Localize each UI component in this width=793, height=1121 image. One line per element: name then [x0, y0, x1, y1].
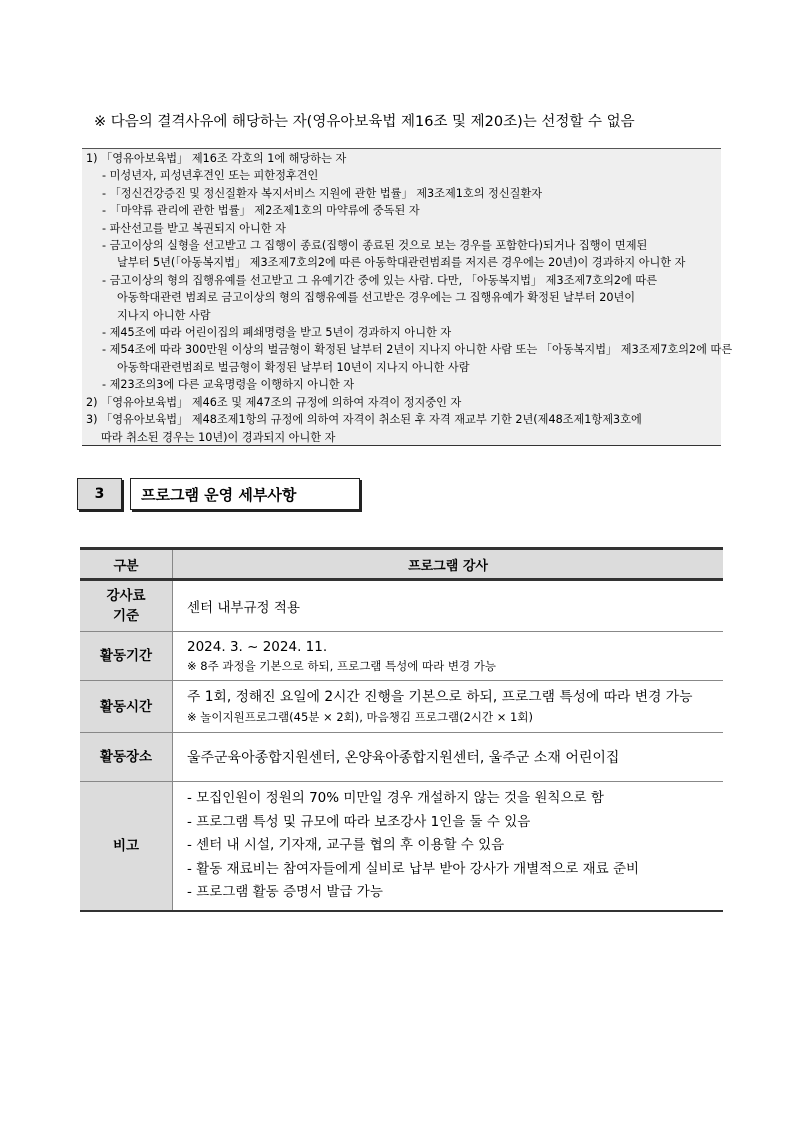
disqualification-line: - 금고이상의 형의 집행유예를 선고받고 그 유예기간 중에 있는 사람. 다만, 「아동복지법」 제3조제7호의2에 따른 — [102, 273, 658, 287]
table-row-remarks — [80, 782, 723, 912]
table-row-period — [80, 632, 723, 681]
disqualification-line: 지나지 아니한 사람 — [117, 308, 211, 322]
disqualification-line: 아동학대관련범죄로 벌금형이 확정된 날부터 10년이 지나지 아니한 사람 — [117, 360, 470, 374]
disqualification-line: - 미성년자, 피성년후견인 또는 피한정후견인 — [102, 169, 319, 183]
disqualification-notice: ※ 다음의 결격사유에 해당하는 자(영유아보육법 제16조 및 제20조)는 선정할 수 없음 — [94, 114, 635, 130]
fee-label-line1: 강사료 — [106, 588, 146, 604]
row-label-remarks: 비고 — [80, 782, 173, 912]
remark-item: - 프로그램 특성 및 규모에 따라 보조강사 1인을 둘 수 있음 — [187, 813, 531, 830]
disqualification-line: 따라 취소된 경우는 10년)이 경과되지 아니한 자 — [101, 430, 336, 444]
row-value-time — [173, 681, 724, 733]
period-value: 2024. 3. ~ 2024. 11. — [187, 639, 328, 655]
row-label-place: 활동장소 — [80, 733, 173, 782]
time-note: ※ 놀이지원프로그램(45분 × 2회), 마음챙김 프로그램(2시간 × 1회) — [187, 710, 533, 724]
disqualification-line: - 제23조의3에 다른 교육명령을 이행하지 아니한 자 — [102, 378, 355, 392]
section-number: 3 — [77, 478, 122, 510]
table-header-row — [80, 549, 723, 580]
disqualification-box — [82, 148, 733, 446]
header-category: 구분 — [80, 549, 173, 580]
disqualification-line: 아동학대관련 범죄로 금고이상의 형의 집행유예를 선고받은 경우에는 그 집행유예가 확정된 날부터 20년이 — [117, 291, 636, 305]
remark-item: - 모집인원이 정원의 70% 미만일 경우 개설하지 않는 것을 원칙으로 함 — [187, 790, 604, 807]
time-value: 주 1회, 정해진 요일에 2시간 진행을 기본으로 하되, 프로그램 특성에 따라 변경 가능 — [187, 689, 693, 705]
table-row-place — [80, 733, 723, 782]
disqualification-line: - 제54조에 따라 300만원 이상의 벌금형이 확정된 날부터 2년이 지나지 아니한 사람 또는 「아동복지법」 제3조제7호의2에 따른 — [102, 343, 733, 357]
disqualification-line: - 제45조에 따라 어린이집의 폐쇄명령을 받고 5년이 경과하지 아니한 자 — [102, 326, 452, 340]
disqualification-line: 3) 「영유아보육법」 제48조제1항의 규정에 의하여 자격이 취소된 후 자격 재교부 기한 2년(제48조제1항제3호에 — [86, 413, 642, 427]
row-value-period — [173, 632, 724, 681]
table-row-fee — [80, 580, 723, 632]
remark-item: - 센터 내 시설, 기자재, 교구를 협의 후 이용할 수 있음 — [187, 837, 505, 854]
disqualification-line: 1) 「영유아보육법」 제16조 각호의 1에 해당하는 자 — [86, 152, 347, 165]
disqualification-line: 날부터 5년(「아동복지법」 제3조제7호의2에 따른 아동학대관련범죄를 저지른 경우에는 20년)이 경과하지 아니한 자 — [117, 256, 686, 270]
remark-item: - 프로그램 활동 증명서 발급 가능 — [187, 884, 383, 901]
row-label-period: 활동기간 — [80, 632, 173, 681]
remark-item: - 활동 재료비는 참여자들에게 실비로 납부 받아 강사가 개별적으로 재료 준비 — [187, 860, 640, 877]
fee-label-line2: 기준 — [112, 608, 140, 624]
row-label-time: 활동시간 — [80, 681, 173, 733]
disqualification-line: 2) 「영유아보육법」 제46조 및 제47조의 규정에 의하여 자격이 정지중인 자 — [86, 395, 462, 409]
disqualification-line: - 금고이상의 실형을 선고받고 그 집행이 종료(집행이 종료된 것으로 보는 경우를 포함한다)되거나 집행이 면제된 — [102, 239, 648, 253]
row-value-remarks — [173, 782, 724, 912]
row-value-place: 울주군육아종합지원센터, 온양육아종합지원센터, 울주군 소재 어린이집 — [173, 733, 724, 782]
section-title: 프로그램 운영 세부사항 — [130, 478, 360, 510]
disqualification-line: - 「정신건강증진 및 정신질환자 복지서비스 지원에 관한 법률」 제3조제1호의 정신질환자 — [102, 186, 543, 200]
program-details-table — [80, 547, 723, 912]
disqualification-line: - 「마약류 관리에 관한 법률」 제2조제1호의 마약류에 중독된 자 — [102, 204, 420, 218]
header-instructor: 프로그램 강사 — [173, 549, 724, 580]
table-row-time — [80, 681, 723, 733]
period-note: ※ 8주 과정을 기본으로 하되, 프로그램 특성에 따라 변경 가능 — [187, 659, 497, 673]
disqualification-line: - 파산선고를 받고 복권되지 아니한 자 — [102, 221, 286, 235]
row-label-fee — [80, 580, 173, 632]
row-value-fee: 센터 내부규정 적용 — [173, 580, 724, 632]
